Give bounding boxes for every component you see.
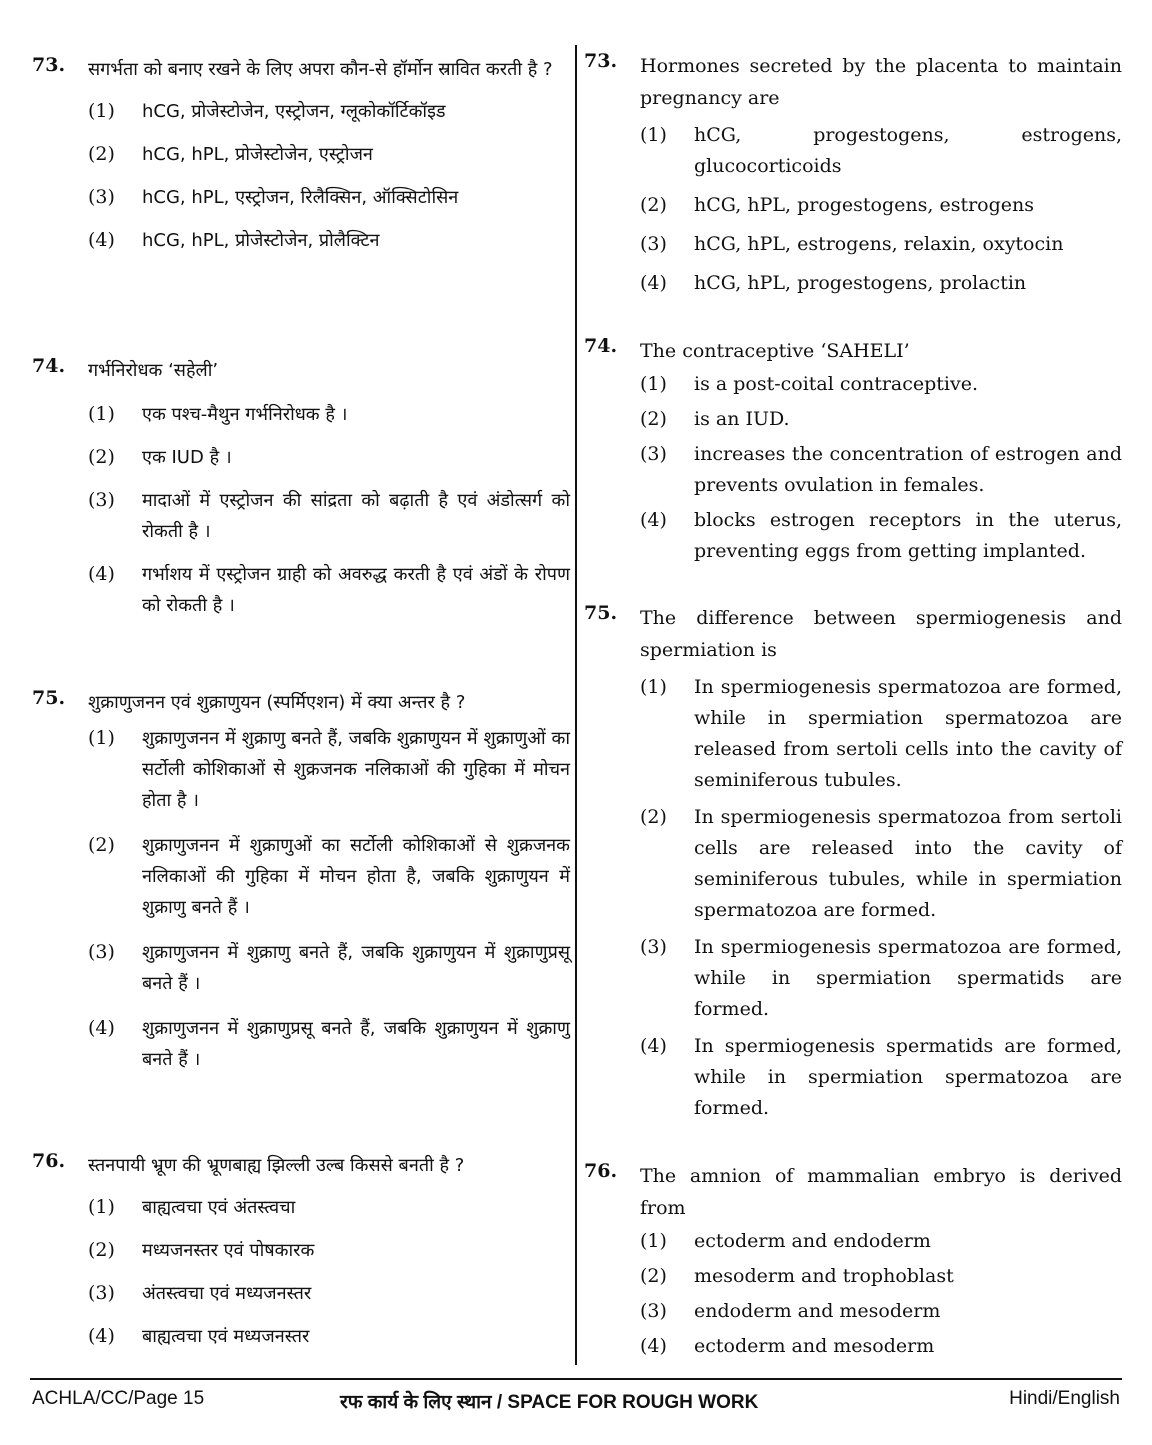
question-text: The contraceptive ‘SAHELI’ (640, 340, 910, 362)
option-text: मादाओं में एस्ट्रोजन की सांद्रता को बढ़ाती है एवं अंडोत्सर्ग को रोकती है । (142, 490, 570, 542)
question-74-english (584, 335, 1122, 567)
question-text: शुक्राणुजनन एवं शुक्राणुयन (स्पर्मिएशन) में क्या अन्तर है ? (88, 692, 466, 713)
question-73-english (584, 50, 1122, 299)
option (640, 802, 1122, 926)
option-text: एक पश्च-मैथुन गर्भनिरोधक है । (142, 404, 348, 425)
option-text: In spermiogenesis spermatozoa are formed, while in spermiation spermatids are formed. (694, 936, 1122, 1020)
option-number: (3) (640, 1300, 667, 1322)
question-text: स्तनपायी भ्रूण की भ्रूणबाह्य झिल्ली उल्ब किससे बनती है ? (88, 1155, 465, 1176)
option (640, 369, 1122, 400)
option (88, 96, 570, 127)
question-text: The difference between spermiogenesis and spermiation is (640, 607, 1122, 661)
option (640, 1226, 1122, 1257)
question-number: 73. (32, 54, 66, 76)
question-75-english (584, 602, 1122, 1124)
option (640, 932, 1122, 1025)
option-number: (3) (640, 233, 667, 255)
option-text: शुक्राणुजनन में शुक्राणु बनते हैं, जबकि शुक्राणुयन में शुक्राणुओं का सर्टोली कोशिकाओं से शुक्रजनक नलिकाओं की गुहिका में मोचन होता है । (142, 728, 570, 811)
option (640, 1296, 1122, 1327)
footer-rule (30, 1378, 1122, 1380)
question-number: 76. (584, 1160, 618, 1182)
option-text: शुक्राणुजनन में शुक्राणुप्रसू बनते हैं, जबकि शुक्राणुयन में शुक्राणु बनते हैं । (142, 1018, 570, 1070)
option-text: blocks estrogen receptors in the uterus, preventing eggs from getting implanted. (694, 509, 1122, 562)
option-text: ectoderm and endoderm (694, 1230, 931, 1252)
option-number: (1) (640, 124, 667, 146)
question-number: 76. (32, 1150, 66, 1172)
option-number: (2) (88, 834, 115, 856)
question-number: 75. (32, 687, 66, 709)
option-text: In spermiogenesis spermatozoa are formed, while in spermiation spermatozoa are released from sertoli cells into the cavity of seminiferous tubules. (694, 676, 1122, 791)
option-text: hCG, hPL, एस्ट्रोजन, रिलैक्सिन, ऑक्सिटोसिन (142, 187, 459, 208)
page-code: ACHLA/CC/Page 15 (32, 1388, 205, 1409)
option-number: (1) (88, 727, 115, 749)
option-text: शुक्राणुजनन में शुक्राणु बनते हैं, जबकि शुक्राणुयन में शुक्राणुप्रसू बनते हैं । (142, 942, 570, 994)
option-number: (2) (640, 1265, 667, 1287)
question-text: गर्भनिरोधक ‘सहेली’ (88, 360, 219, 381)
column-divider (575, 45, 577, 1365)
language-label: Hindi/English (1009, 1388, 1120, 1409)
rough-work-label: रफ कार्य के लिए स्थान / SPACE FOR ROUGH WORK (340, 1392, 759, 1413)
option-text: एक IUD है । (142, 447, 232, 468)
option-text: increases the concentration of estrogen and prevents ovulation in females. (694, 443, 1122, 496)
option-number: (3) (640, 936, 667, 958)
option (88, 182, 570, 213)
option (88, 1278, 570, 1309)
option-number: (4) (640, 1335, 667, 1357)
question-text: सगर्भता को बनाए रखने के लिए अपरा कौन-से हॉर्मोन स्रावित करती है ? (88, 59, 553, 80)
option (88, 225, 570, 256)
option (640, 229, 1122, 260)
option (88, 1013, 570, 1075)
option-number: (4) (640, 509, 667, 531)
question-text: Hormones secreted by the placenta to maintain pregnancy are (640, 55, 1122, 109)
option-number: (1) (88, 100, 115, 122)
option (640, 1031, 1122, 1124)
option-text: is a post-coital contraceptive. (694, 373, 979, 395)
option-text: is an IUD. (694, 408, 790, 430)
question-number: 73. (584, 50, 618, 72)
option-text: mesoderm and trophoblast (694, 1265, 954, 1287)
option-number: (2) (88, 1239, 115, 1261)
option (640, 1331, 1122, 1362)
option (88, 937, 570, 999)
option (640, 439, 1122, 501)
question-73-hindi (32, 54, 570, 256)
option-text: अंतस्त्वचा एवं मध्यजनस्तर (142, 1283, 312, 1304)
option-number: (1) (640, 1230, 667, 1252)
option-text: बाह्यत्वचा एवं मध्यजनस्तर (142, 1326, 310, 1347)
option-number: (1) (640, 373, 667, 395)
option-text: hCG, hPL, progestogens, prolactin (694, 272, 1027, 294)
question-text: The amnion of mammalian embryo is derived from (640, 1165, 1122, 1219)
option-text: hCG, प्रोजेस्टोजेन, एस्ट्रोजन, ग्लूकोकॉर्टिकॉइड (142, 101, 446, 122)
option-number: (4) (640, 1035, 667, 1057)
option-number: (2) (88, 446, 115, 468)
option (88, 442, 570, 473)
option (640, 404, 1122, 435)
option-number: (4) (88, 1325, 115, 1347)
option (640, 268, 1122, 299)
question-number: 75. (584, 602, 618, 624)
option (88, 139, 570, 170)
option-number: (3) (88, 186, 115, 208)
option-text: hCG, hPL, प्रोजेस्टोजेन, प्रोलैक्टिन (142, 230, 380, 251)
option-text: hCG, hPL, estrogens, relaxin, oxytocin (694, 233, 1064, 255)
option (88, 559, 570, 621)
option-number: (1) (88, 403, 115, 425)
option-number: (4) (640, 272, 667, 294)
option (88, 1192, 570, 1223)
option-number: (3) (640, 443, 667, 465)
option (88, 1235, 570, 1266)
option-number: (3) (88, 489, 115, 511)
option-number: (3) (88, 941, 115, 963)
option-text: गर्भाशय में एस्ट्रोजन ग्राही को अवरुद्ध करती है एवं अंडों के रोपण को रोकती है । (142, 564, 570, 616)
question-75-hindi (32, 687, 570, 1075)
option-number: (2) (640, 408, 667, 430)
option (88, 723, 570, 816)
option-text: endoderm and mesoderm (694, 1300, 941, 1322)
option-text: hCG, progestogens, estrogens, glucocorticoids (694, 124, 1122, 177)
option-text: बाह्यत्वचा एवं अंतस्त्वचा (142, 1197, 296, 1218)
option (88, 485, 570, 547)
option-number: (4) (88, 1017, 115, 1039)
option-text: hCG, hPL, progestogens, estrogens (694, 194, 1035, 216)
option (640, 190, 1122, 221)
option-text: In spermiogenesis spermatids are formed, while in spermiation spermatozoa are formed. (694, 1035, 1122, 1119)
option (640, 1261, 1122, 1292)
option-text: In spermiogenesis spermatozoa from sertoli cells are released into the cavity of seminiferous tubules, while in spermiation spermatozoa are formed. (694, 806, 1122, 921)
option (640, 672, 1122, 796)
option (88, 830, 570, 923)
question-76-english (584, 1160, 1122, 1362)
option (88, 1321, 570, 1352)
option-number: (2) (640, 194, 667, 216)
option-number: (1) (88, 1196, 115, 1218)
question-76-hindi (32, 1150, 570, 1352)
option (88, 399, 570, 430)
option (640, 120, 1122, 182)
option-number: (1) (640, 676, 667, 698)
option (640, 505, 1122, 567)
option-text: ectoderm and mesoderm (694, 1335, 935, 1357)
option-text: शुक्राणुजनन में शुक्राणुओं का सर्टोली कोशिकाओं से शुक्रजनक नलिकाओं की गुहिका में मोचन होता है, जबकि शुक्राणुयन में शुक्राणु बनते हैं । (142, 835, 570, 918)
question-74-hindi (32, 355, 570, 621)
question-number: 74. (32, 355, 66, 377)
option-number: (2) (640, 806, 667, 828)
option-number: (3) (88, 1282, 115, 1304)
option-text: मध्यजनस्तर एवं पोषकारक (142, 1240, 315, 1261)
option-number: (2) (88, 143, 115, 165)
question-number: 74. (584, 335, 618, 357)
option-number: (4) (88, 563, 115, 585)
option-text: hCG, hPL, प्रोजेस्टोजेन, एस्ट्रोजन (142, 144, 373, 165)
option-number: (4) (88, 229, 115, 251)
